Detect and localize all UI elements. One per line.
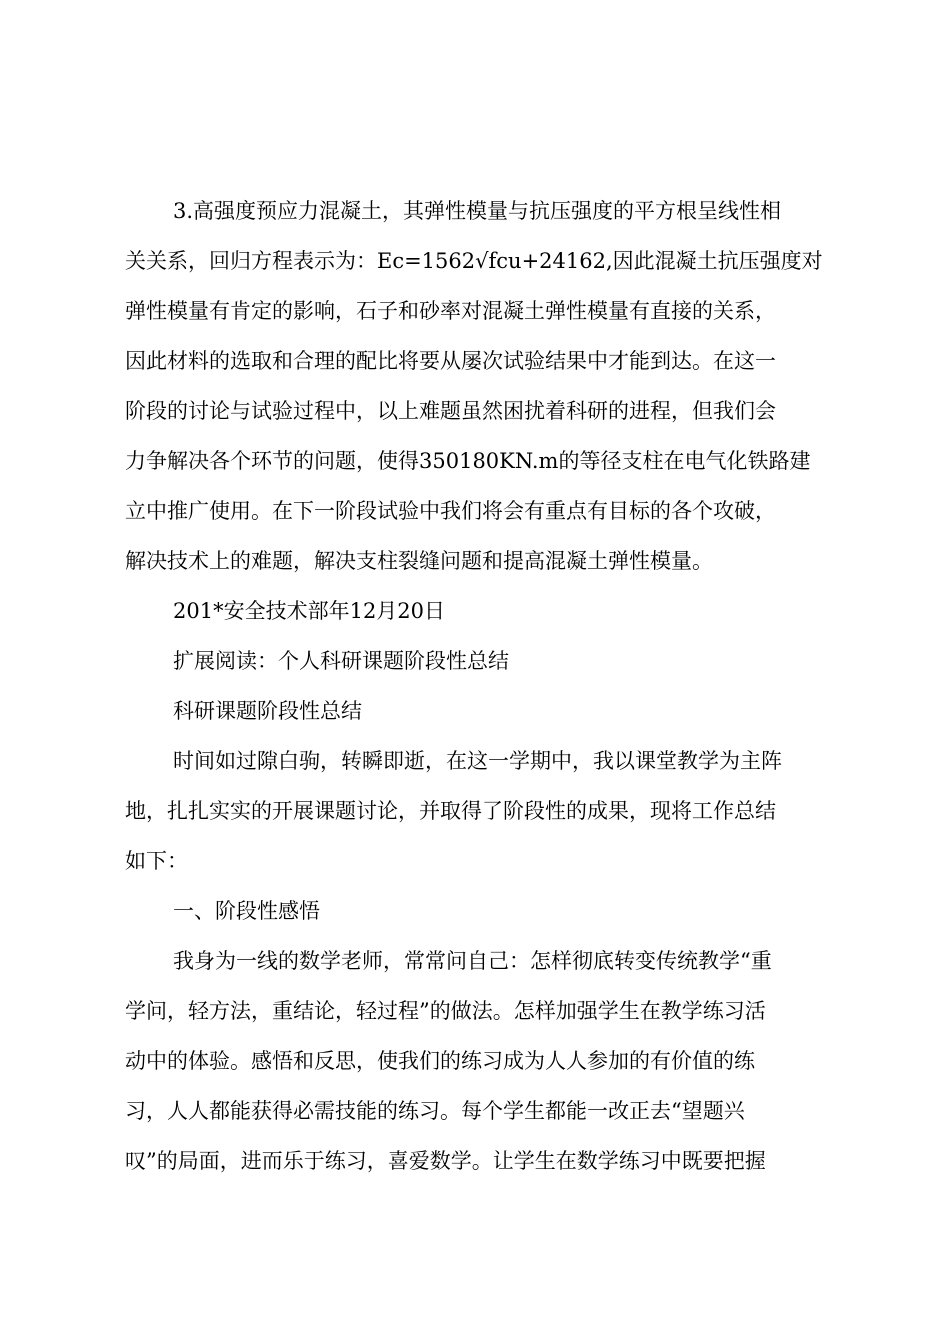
text-line: 如下： — [125, 849, 188, 873]
text-line: 地，扎扎实实的开展课题讨论，并取得了阶段性的成果，现将工作总结 — [125, 799, 776, 823]
text-line: 力争解决各个环节的问题，使得350180KN.m的等径支柱在电气化铁路建 — [125, 449, 811, 473]
text-line: 我身为一线的数学老师，常常问自己：怎样彻底转变传统教学“重 — [173, 949, 772, 973]
text-line: 学问，轻方法，重结论，轻过程”的做法。怎样加强学生在教学练习活 — [125, 999, 766, 1023]
text-line: 叹”的局面，进而乐于练习，喜爱数学。让学生在数学练习中既要把握 — [125, 1149, 766, 1173]
text-line: 解决技术上的难题，解决支柱裂缝问题和提高混凝土弹性模量。 — [125, 549, 713, 573]
subheading-stage-insight — [125, 886, 825, 936]
paragraph-teacher-reflection — [125, 936, 825, 1186]
text-line: 一、阶段性感悟 — [173, 899, 320, 923]
text-line: 动中的体验。感悟和反思，使我们的练习成为人人参加的有价值的练 — [125, 1049, 755, 1073]
text-line: 3.高强度预应力混凝土，其弹性模量与抗压强度的平方根呈线性相 — [173, 199, 782, 223]
text-line: 习，人人都能获得必需技能的练习。每个学生都能一改正去“望题兴 — [125, 1099, 745, 1123]
text-line: 时间如过隙白驹，转瞬即逝，在这一学期中，我以课堂教学为主阵 — [173, 749, 782, 773]
text-line: 201*安全技术部年12月20日 — [173, 599, 446, 623]
text-line: 关关系，回归方程表示为：Ec=1562√fcu+24162,因此混凝土抗压强度对 — [125, 249, 823, 273]
extended-reading-heading — [125, 636, 825, 686]
text-line: 弹性模量有肯定的影响，石子和砂率对混凝土弹性模量有直接的关系， — [125, 299, 776, 323]
text-line: 阶段的讨论与试验过程中，以上难题虽然困扰着科研的进程，但我们会 — [125, 399, 776, 423]
text-line: 因此材料的选取和合理的配比将要从屡次试验结果中才能到达。在这一 — [125, 349, 776, 373]
section-title — [125, 686, 825, 736]
paragraph-concrete-conclusion — [125, 186, 825, 586]
text-line: 扩展阅读：个人科研课题阶段性总结 — [173, 649, 509, 673]
text-line: 立中推广使用。在下一阶段试验中我们将会有重点有目标的各个攻破， — [125, 499, 776, 523]
text-line: 科研课题阶段性总结 — [173, 699, 362, 723]
paragraph-intro — [125, 736, 825, 886]
signature-date-line — [125, 586, 825, 636]
document-body — [125, 186, 825, 1186]
